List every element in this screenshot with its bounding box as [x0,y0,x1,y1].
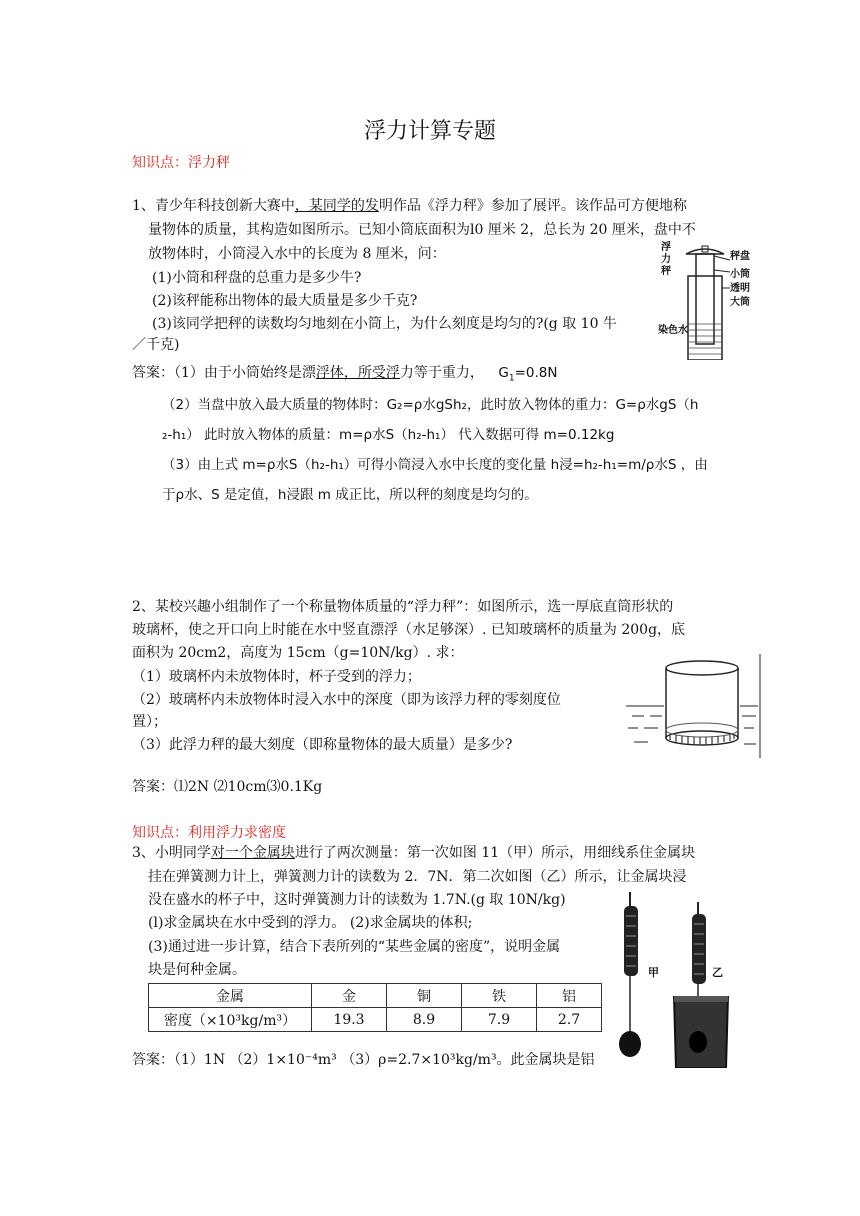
table-header-cell: 金 [312,984,387,1008]
q2-sub-2-cont: 置）； [132,714,167,730]
label-large-tube: 大筒 [730,297,750,308]
label-small-tube: 小筒 [730,269,750,280]
table-header-cell: 铜 [387,984,462,1008]
q2-sub-2: （2）玻璃杯内未放物体时浸入水中的深度（即为该浮力秤的零刻度位 [132,692,561,708]
label-transparent: 透明 [730,283,750,294]
label-tray: 秤盘 [730,251,750,262]
spring-scale-figure [608,892,740,1068]
large-tube [688,276,722,360]
q1-sub-2: (2)该秤能称出物体的最大质量是多少千克? [152,293,418,309]
table-cell: 8.9 [387,1008,462,1032]
q2-line-1: 2、某校兴趣小组制作了一个称量物体质量的“浮力秤”：如图所示，选一厚底直筒形状的 [132,599,674,615]
answer-1-line-2: （2）当盘中放入最大质量的物体时：G₂=ρ水gSh₂，此时放入物体的重力：G=ρ水gS（h [162,397,699,413]
metal-density-table [148,983,602,1032]
q2-line-3: 面积为 20cm2，高度为 15cm（g=10N/kg）. 求： [132,645,464,661]
table-cell: 19.3 [312,1008,387,1032]
q3-sub-3: (3)通过进一步计算，结合下表所列的“某些金属的密度”，说明金属 [148,939,561,955]
page-title: 浮力计算专题 [363,119,496,144]
table-row-label: 密度（×10³kg/m³） [149,1008,312,1032]
table-row [149,1008,602,1032]
q1-sub-3: (3)该同学把秤的读数均匀地刻在小筒上，为什么刻度是均匀的?(g 取 10 牛 [152,316,617,332]
q1-line-2: 量物体的质量，其构造如图所示。已知小筒底面积为l0 厘米 2，总长为 20 厘米，盘中不 [148,222,696,238]
floating-glass-figure [624,654,762,758]
table-row [149,984,602,1008]
q3-line-1: 3、小明同学对一个金属块进行了两次测量：第一次如图 11（甲）所示，用细线系住金属块 [132,845,696,861]
table-cell: 7.9 [462,1008,537,1032]
label-yi: 乙 [712,966,723,979]
q1-line-1: 1、青少年科技创新大赛中，某同学的发明作品《浮力秤》参加了展评。该作品可方便地称 [132,198,687,214]
q1-line-3: 放物体时，小筒浸入水中的长度为 8 厘米，问： [148,246,446,262]
label-dyed-water: 染色水 [658,325,688,336]
answer-1-line-4: （3）由上式 m=ρ水S（h₂-h₁）可得小筒浸入水中长度的变化量 h浸=h₂-h₁=m/ρ水S ，由 [162,457,708,473]
q2-sub-1: （1）玻璃杯内未放物体时，杯子受到的浮力； [132,669,421,685]
answer-1-line-3: ₂-h₁） 此时放入物体的质量：m=ρ水S（h₂-h₁） 代入数据可得 m=0.12kg [162,427,615,443]
q1-sub-1: (1)小筒和秤盘的总重力是多少牛? [152,270,362,286]
q3-line-3: 没在盛水的杯子中，这时弹簧测力计的读数为 1.7N.(g 取 10N/kg) [148,892,566,908]
knowledge-point-1: 知识点：浮力秤 [132,155,230,171]
table-cell: 2.7 [537,1008,602,1032]
q1-sub-3-cont: ／千克) [132,337,180,353]
label-jia: 甲 [648,966,659,979]
table-header-cell: 铝 [537,984,602,1008]
label-float-scale: 浮力秤 [661,242,671,277]
table-header-cell: 金属 [149,984,312,1008]
q2-sub-3: （3）此浮力秤的最大刻度（即称量物体的最大质量）是多少? [132,737,513,753]
q2-line-2: 玻璃杯，使之开口向上时能在水中竖直漂浮（水足够深）. 已知玻璃杯的质量为 200g，底 [132,622,686,638]
knowledge-point-2: 知识点：利用浮力求密度 [132,825,286,841]
q3-sub-3-cont: 块是何种金属。 [148,962,246,978]
answer-2: 答案：⑴2N ⑵10cm⑶0.1Kg [132,779,323,795]
q3-line-2: 挂在弹簧测力计上，弹簧测力计的读数为 2．7N．第二次如图（乙）所示，让金属块浸 [148,869,687,885]
q3-sub-1-2: (l)求金属块在水中受到的浮力。 (2)求金属块的体积; [148,915,473,931]
answer-1-line-5: 于ρ水、S 是定值，h浸跟 m 成正比，所以秤的刻度是均匀的。 [162,487,538,503]
small-tube [696,254,714,344]
answer-1-line-1: 答案：（1）由于小筒始终是漂浮体，所受浮力等于重力， $G_1=0.8N$ [132,365,558,384]
answer-3: 答案：（1）1N （2）1×10⁻⁴m³ （3）ρ=2.7×10³kg/m³。此金属块是铝 [132,1052,595,1068]
table-header-cell: 铁 [462,984,537,1008]
